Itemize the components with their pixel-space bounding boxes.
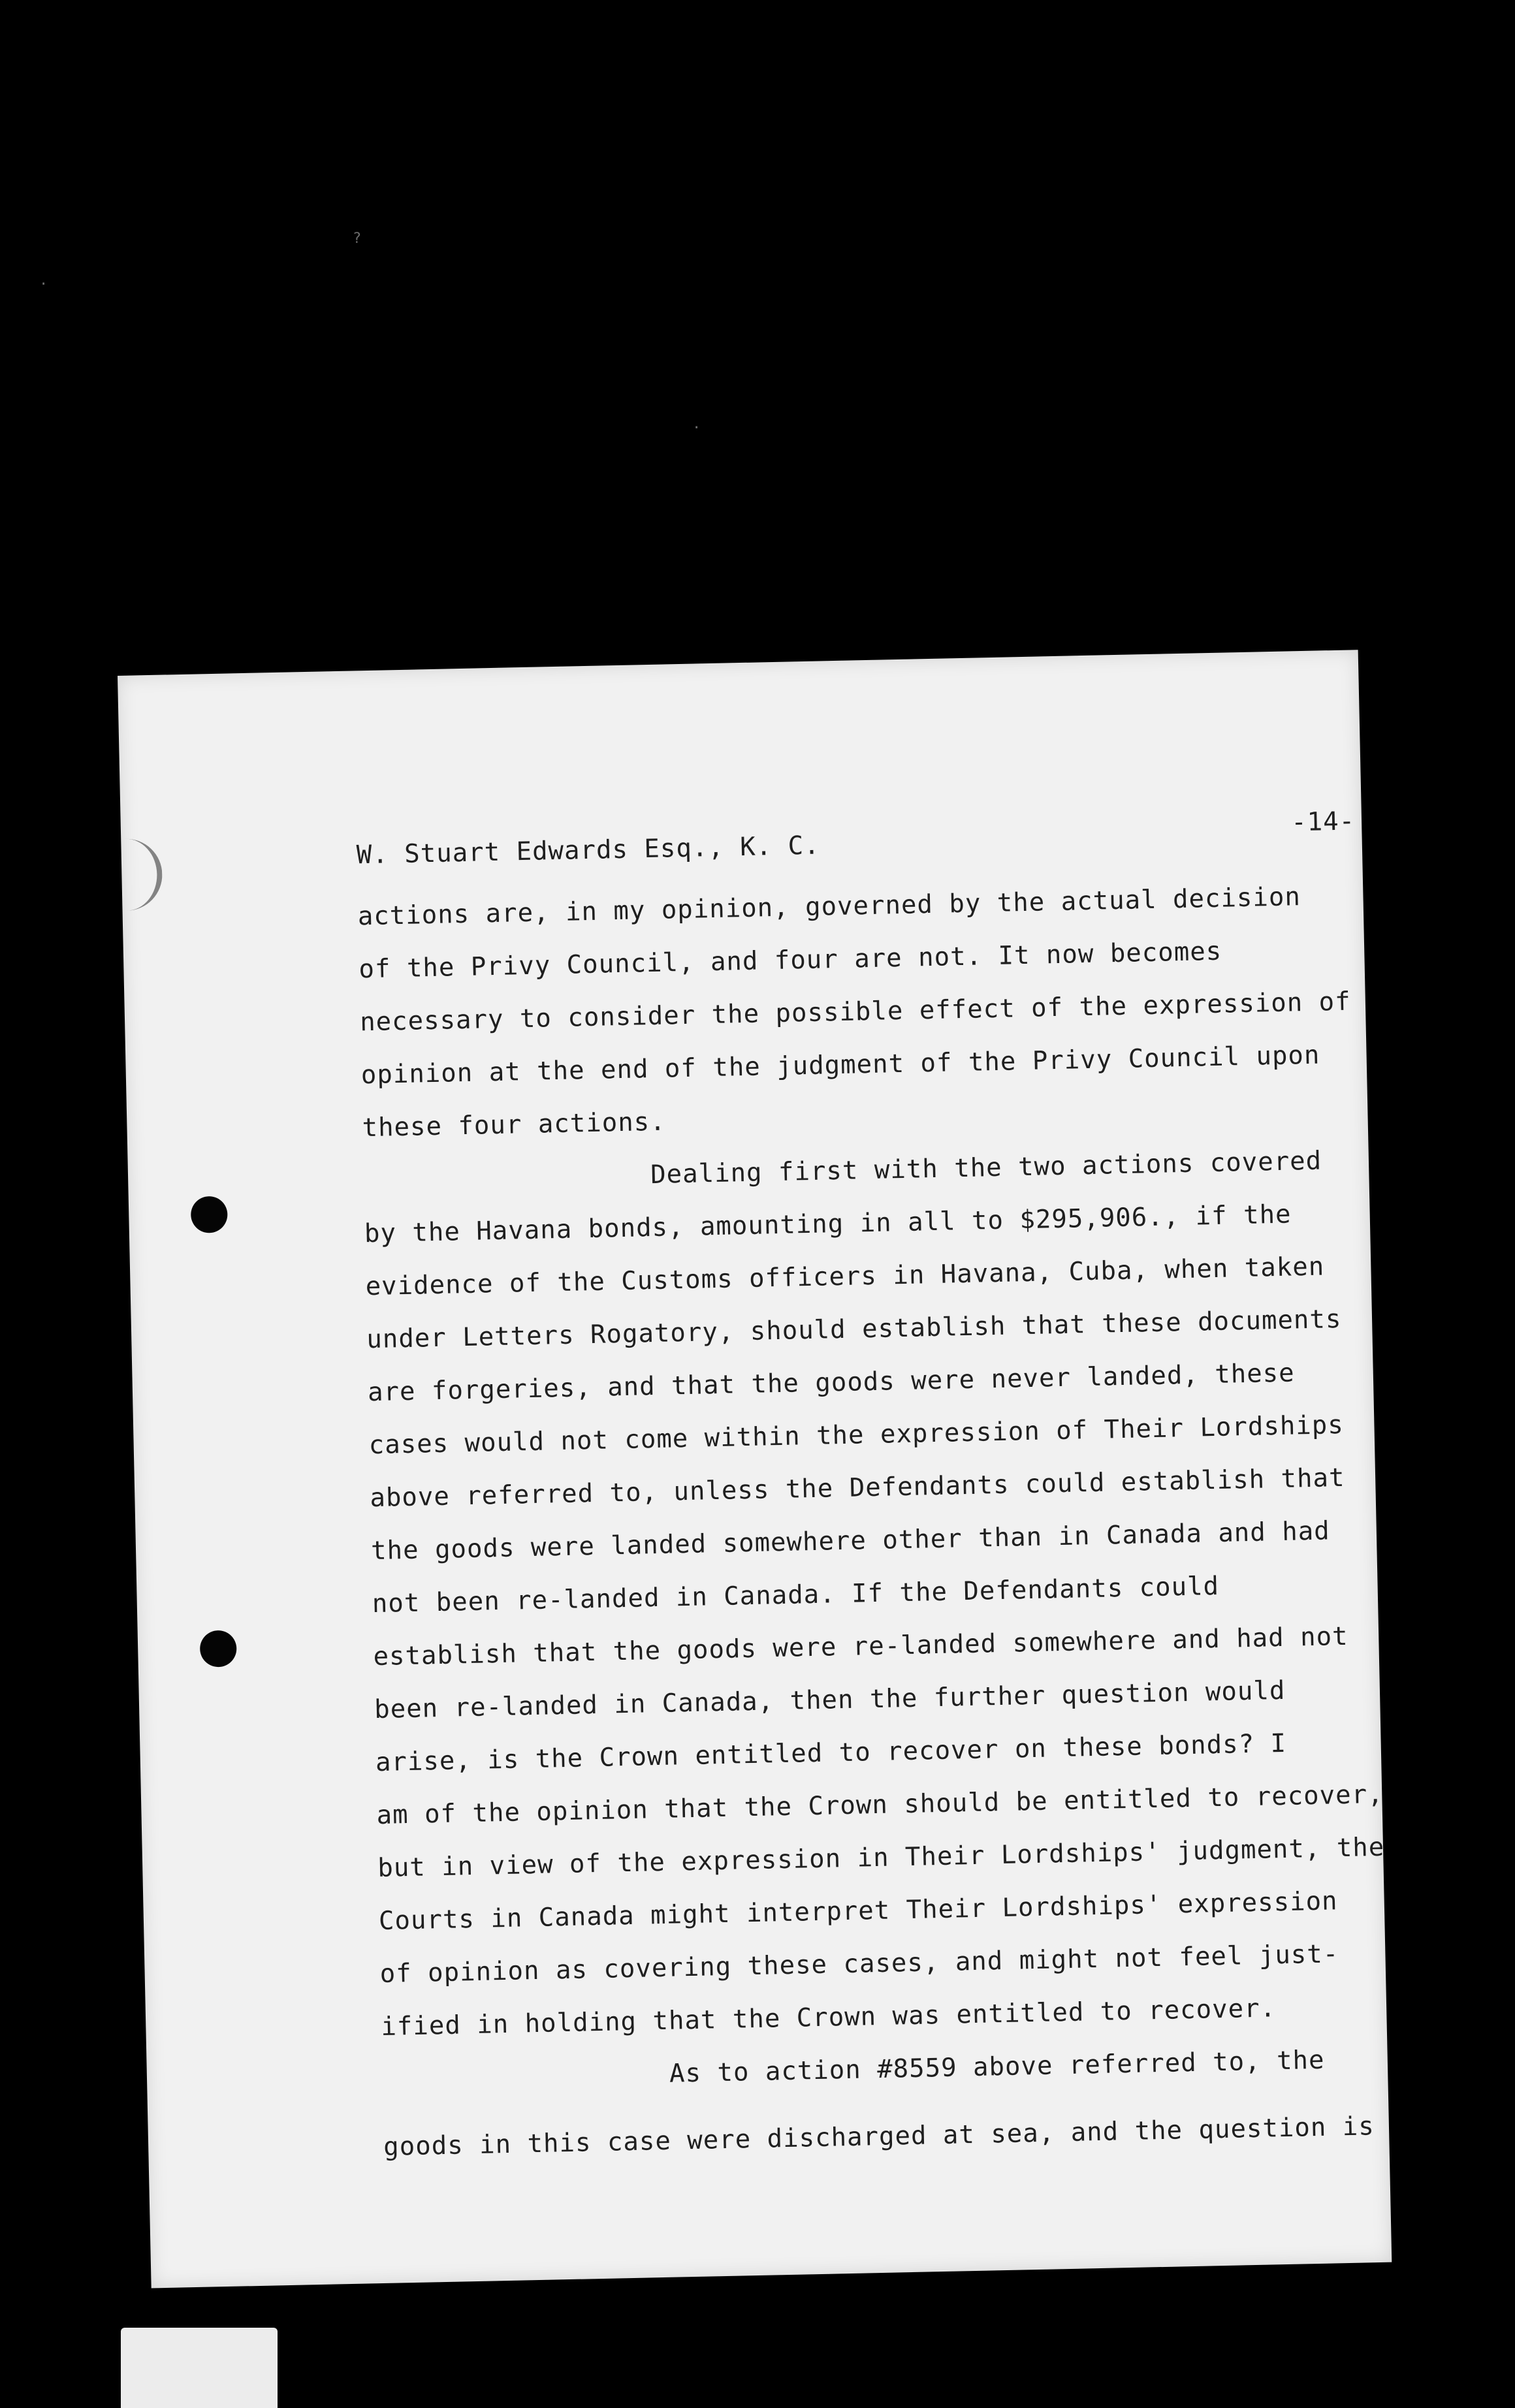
page-edge-mark [117,838,163,911]
addressee: W. Stuart Edwards Esq., K. C. [356,831,821,870]
typed-letter-body [356,806,1385,2174]
text-line: been re-landed in Canada, then the further question would [374,1675,1286,1725]
letter-header [356,806,1356,879]
text-line: of the Privy Council, and four are not. It now becomes [359,936,1222,985]
text-line: these four actions. [362,1107,667,1143]
scan-speck: · [39,276,48,293]
text-line: Courts in Canada might interpret Their Lordships' expression [378,1886,1338,1937]
text-line: necessary to consider the possible effect of the expression of [359,987,1352,1038]
text-line: cases would not come within the expression of Their Lordships [368,1410,1345,1461]
scan-speck: · [692,420,701,436]
text-line: the goods were landed somewhere other than in Canada and had [370,1516,1331,1566]
text-line: evidence of the Customs officers in Havana, Cuba, when taken [365,1252,1325,1302]
text-line: am of the opinion that the Crown should be entitled to recover, [376,1779,1384,1831]
next-page-edge [121,2328,278,2408]
text-line: by the Havana bonds, amounting in all to $295,906., if the [364,1199,1292,1249]
text-line: establish that the goods were re-landed somewhere and had not [373,1621,1348,1672]
letter-page [118,650,1392,2288]
text-line: ified in holding that the Crown was entitled to recover. [380,1993,1277,2042]
scan-speck: ? [353,230,362,247]
text-line: actions are, in my opinion, governed by the actual decision [357,882,1301,932]
paragraph-start-line: Dealing first with the two actions covered [650,1146,1322,1190]
punch-hole [200,1630,237,1668]
text-line: opinion at the end of the judgment of the Privy Council upon [360,1040,1320,1090]
text-line: of opinion as covering these cases, and might not feel just- [379,1939,1339,1989]
text-line: arise, is the Crown entitled to recover on these bonds? I [375,1728,1287,1778]
text-line: are forgeries, and that the goods were never landed, these [367,1358,1296,1408]
text-line: but in view of the expression in Their Lordships' judgment, the [377,1832,1385,1884]
paragraph-start-line: As to action #8559 above referred to, the [669,2045,1325,2089]
text-line: under Letters Rogatory, should establish that these documents [366,1304,1342,1355]
text-line: above referred to, unless the Defendants could establish that [369,1463,1345,1513]
text-line: not been re-landed in Canada. If the Defendants could [372,1571,1220,1619]
punch-hole [191,1196,228,1233]
text-line: goods in this case were discharged at sea, and the question is [383,2112,1375,2162]
page-number: -14- [1290,806,1356,838]
